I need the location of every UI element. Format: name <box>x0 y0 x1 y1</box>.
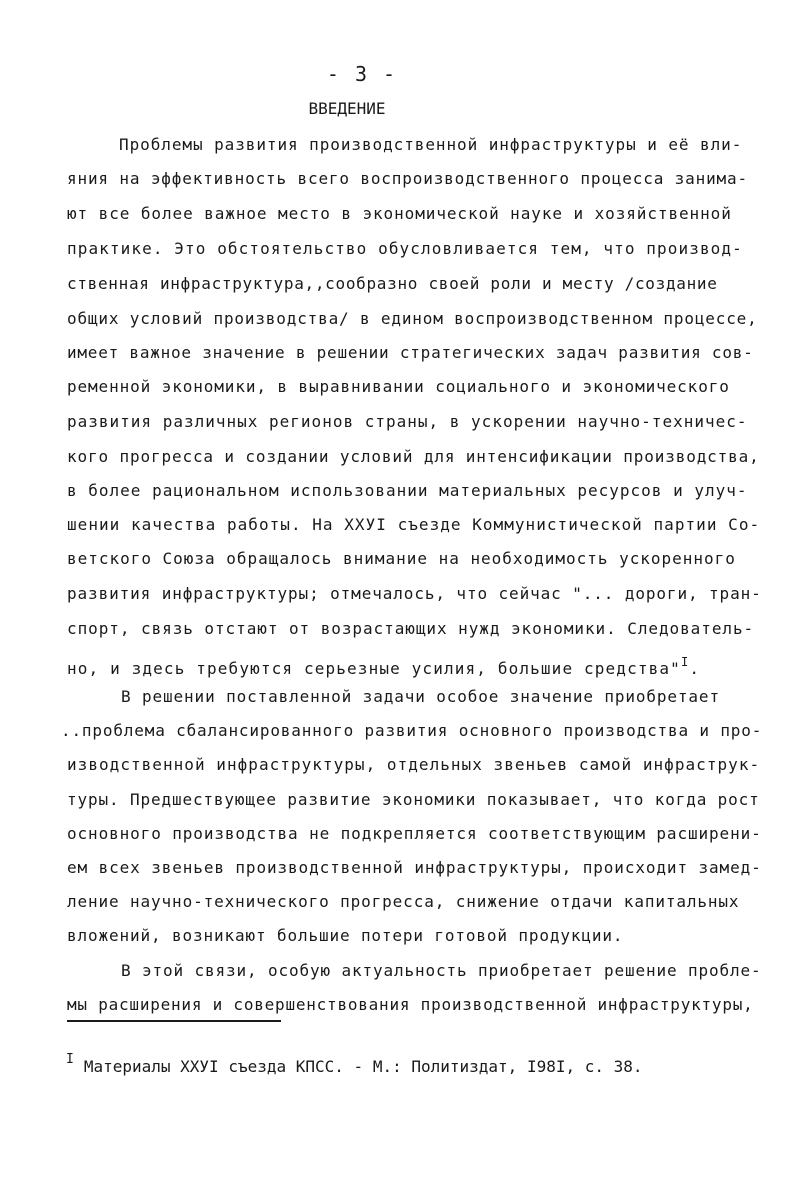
text-line: В решении поставленной задачи особое значение приобретает <box>121 687 720 706</box>
text-line: ..проблема сбалансированного развития основного производства и про- <box>61 721 763 740</box>
text-line: шении качества работы. На ХХУI съезде Коммунистической партии Со- <box>67 515 761 534</box>
text-line: в более рациональном использовании материальных ресурсов и улуч- <box>67 481 748 500</box>
text-line: Проблемы развития производственной инфраструктуры и её вли- <box>119 135 743 154</box>
text-line: ветского Союза обращалось внимание на необходимость ускоренного <box>67 549 736 568</box>
text-line: развития различных регионов страны, в ускорении научно-техничес- <box>67 412 748 431</box>
text-line: практике. Это обстоятельство обусловливается тем, что производ- <box>67 239 743 258</box>
text-line: мы расширения и совершенствования производственной инфраструктуры, <box>67 995 754 1014</box>
text-line: ют все более важное место в экономической науке и хозяйственной <box>67 204 732 223</box>
text-line: развития инфраструктуры; отмечалось, что сейчас "... дороги, тран- <box>67 584 762 603</box>
text-line: изводственной инфраструктуры, отдельных звеньев самой инфраструк- <box>67 755 761 774</box>
text-line: ем всех звеньев производственной инфраструктуры, происходит замед- <box>67 858 762 877</box>
text-line: спорт, связь отстают от возрастающих нужд экономики. Следователь- <box>67 619 755 638</box>
section-heading: ВВЕДЕНИЕ <box>308 99 386 118</box>
text-line: основного производства не подкрепляется соответствующим расширени- <box>67 824 762 843</box>
text-line: туры. Предшествующее развитие экономики показывает, что когда рост <box>67 790 760 809</box>
text-line <box>67 650 701 678</box>
text-line: В этой связи, особую актуальность приобретает решение пробле- <box>121 961 762 980</box>
text-line: ление научно-технического прогресса, снижение отдачи капитальных <box>67 892 740 911</box>
text-line: яния на эффективность всего воспроизводственного процесса занима- <box>67 169 748 188</box>
footnote-mark: I <box>66 1052 74 1067</box>
footnote-divider <box>67 1020 281 1022</box>
text-line: кого прогресса и создании условий для интенсификации производства, <box>67 447 760 466</box>
page-number: - 3 - <box>326 62 398 86</box>
footnote-reference: I <box>680 655 690 669</box>
sentence-end: . <box>689 659 701 678</box>
text-line: имеет важное значение в решении стратегических задач развития сов- <box>67 343 754 362</box>
text-line: общих условий производства/ в едином воспроизводственном процессе, <box>67 309 758 328</box>
text-line-content: но, и здесь требуются серьезные усилия, большие средства" <box>67 659 681 678</box>
text-line: ственная инфраструктура,,сообразно своей роли и месту /создание <box>67 274 718 293</box>
text-line: вложений, возникают большие потери готовой продукции. <box>67 926 624 945</box>
footnote <box>66 1048 643 1079</box>
text-line: ременной экономики, в выравнивании социального и экономического <box>67 377 730 396</box>
footnote-text: Материалы ХХУI съезда КПСС. - М.: Политиздат, I98I, с. 38. <box>83 1057 643 1076</box>
